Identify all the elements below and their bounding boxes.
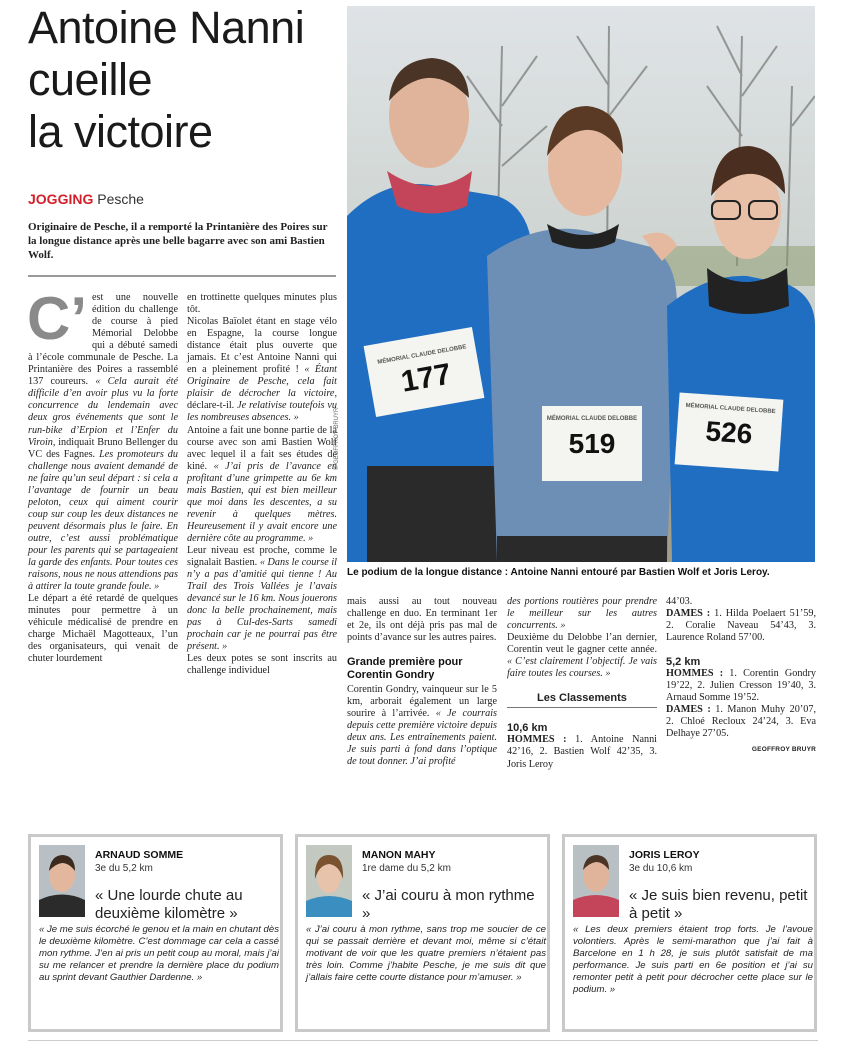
headline-line-1: Antoine Nanni xyxy=(28,2,305,53)
chapo: Originaire de Pesche, il a remporté la Printanière des Poires sur la longue distance après une belle bagarre avec son ami Bastien Wolf. xyxy=(28,221,328,261)
results-heading: Les Classements xyxy=(507,686,657,708)
interviewee-rank: 1re dame du 5,2 km xyxy=(362,863,451,874)
paragraph: indiquait Bruno Bellenger du VC des Fagnes. xyxy=(28,436,178,460)
author-signature: GEOFFROY BRUYR xyxy=(751,745,816,753)
rubric-place: Pesche xyxy=(97,191,144,207)
results-women-short: 1. Manon Muhy 20’07, 2. Chloé Recloux 24’24, 3. Eva Delhaye 27’05. xyxy=(666,704,816,740)
paragraph: Deuxième du Delobbe l’an dernier, Corentin veut le gagner cette année. xyxy=(507,632,657,656)
photo-caption: Le podium de la longue distance : Antoine Nanni entouré par Bastien Wolf et Joris Leroy. xyxy=(347,567,770,578)
paragraph: déclare-t-il. xyxy=(187,400,235,412)
paragraph: est une nouvelle édition du challenge de course à pied Mémorial Delobbe qui a débuté samedi à l’école communale de Pesche. La Printanière des Poires a rassemblé 137 coureurs. xyxy=(28,292,178,388)
article-column-1 xyxy=(27,285,179,665)
drop-cap: C’ xyxy=(27,285,87,352)
headline-line-3: la victoire xyxy=(28,106,213,157)
rubric-tag: JOGGING xyxy=(28,191,94,207)
interviewee-rank: 3e du 10,6 km xyxy=(629,863,693,874)
interview-text: « Je me suis écorché le genou et la main en chutant dès le deuxième kilomètre. C’est dommage car cela a cassé mon rythme. J’en ai pris un petit coup au moral, mais j’ai su me relancer et prendre la dernière place du podium au sprint devant Gauthier Dardenne. » xyxy=(39,924,279,983)
paragraph: Nicolas Baïolet étant en stage vélo en Espagne, la course longue distance était plus ouverte que jamais. Et c’est Antoine Nanni qui en a pleinement profité ! xyxy=(187,316,337,376)
quote: « Cela aurait été difficile d’en avoir plus vu la forte concurrence du lendemain avec deux gros événements que sont le run-bike d’Erpion et l’Enfer du Viroin, xyxy=(28,376,179,448)
paragraph: Leur niveau est proche, comme le signalait Bastien. xyxy=(187,544,337,569)
portrait-photo xyxy=(573,845,619,917)
results-category: HOMMES : xyxy=(666,668,724,680)
bottom-rule xyxy=(28,1040,818,1041)
paragraph: Antoine a fait une bonne partie de la course avec son ami Bastien Wolf avec lequel il a fait ses études de kiné. xyxy=(187,424,337,472)
results-men-long-continued: 44’03. xyxy=(666,596,693,607)
interviewee-name: ARNAUD SOMME xyxy=(95,849,184,861)
paragraph: en trottinette quelques minutes plus tôt. xyxy=(187,292,337,316)
bib-number: 526 xyxy=(704,415,754,450)
article-column-2 xyxy=(187,292,337,678)
results-women-long: 1. Hilda Poelaert 51’59, 2. Coralie Naveau 54’43, 3. Laurence Roland 57’00. xyxy=(666,608,816,644)
interviewee-name: JORIS LEROY xyxy=(629,849,700,861)
article-column-3 xyxy=(347,596,497,769)
results-distance-short: 5,2 km xyxy=(666,656,701,669)
quote: « Je courrais depuis cette première victoire depuis deux ans. Les entraînements paient. Je suis parti à fond dans l’optique de tout donner. J’ai profité xyxy=(347,708,498,768)
interviewee-name: MANON MAHY xyxy=(362,849,436,861)
bib-org-label: MÉMORIAL CLAUDE DELOBBE xyxy=(685,402,776,416)
article-column-5 xyxy=(666,596,816,756)
pull-quote: « Je suis bien revenu, petit à petit » xyxy=(629,887,808,922)
quote: « Dans le course il n’y a pas d’amitié qui tienne ! Au Trail des Trois Vallées je l’avais devancé sur le 16 km. Nous jouerons donc la belle prochainement, mais pas à Cul-des-Sarts samedi prochain car je ne pourrai pas être présent. » xyxy=(187,557,338,653)
pull-quote: « J’ai couru à mon rythme » xyxy=(362,887,535,922)
results-category: DAMES : xyxy=(666,704,711,716)
podium-photo xyxy=(347,6,815,562)
paragraph: Le départ a été retardé de quelques minutes pour permettre à un véhicule médicalisé de prendre en charge Michaël Magotteaux, l’un des organisateurs, qui venait de chuter lourdement xyxy=(28,593,178,665)
separator xyxy=(28,275,336,277)
paragraph: Corentin Gondry, vainqueur sur le 5 km, arborait également un large sourire à l’arrivée. xyxy=(347,684,497,720)
results-men-long: 1. Antoine Nanni 42’16, 2. Bastien Wolf 42’35, 3. Joris Leroy xyxy=(507,734,658,770)
bib-org-label: MÉMORIAL CLAUDE DELOBBE xyxy=(377,344,467,366)
quote: Je relativise toutefois vu les nombreuses absences. » xyxy=(187,400,338,424)
quote: des portions routières pour prendre le meilleur sur les autres concurrents. » xyxy=(507,596,657,632)
interview-text: « Les deux premiers étaient trop forts. Je l’avoue volontiers. Après le semi-marathon que j’ai fait à Barcelone en 1 h 28, je suis plutôt satisfait de ma performance. Je suis parti en 6e position et j’ai su remonter petit à petit pour décrocher cette place sur le podium. » xyxy=(573,924,813,995)
portrait-photo xyxy=(39,845,85,917)
results-category: DAMES : xyxy=(666,608,711,620)
portrait-photo xyxy=(306,845,352,917)
quote: Les promoteurs du challenge nous avaient demandé de ne faire qu’un seul départ : si cela a l’avantage de fournir un beau peloton, ceux qui aiment courir coup sur coup les deux distances ne peuvent désormais plus le faire. En outre, c’est aussi problématique pour les parents qui se partageaient la garde des enfants. Pour toutes ces raisons, nous ne nous attendions pas à attirer la toute grande foule. » xyxy=(28,448,178,593)
results-category: HOMMES : xyxy=(507,734,567,746)
interviewee-rank: 3e du 5,2 km xyxy=(95,863,153,874)
interview-box-manon-mahy xyxy=(295,834,550,1032)
paragraph: Les deux potes se sont inscrits au challenge individuel xyxy=(187,653,337,677)
photo-illustration xyxy=(347,6,815,562)
interview-text: « J’ai couru à mon rythme, sans trop me soucier de ce qui se passait derrière et devant moi, même si c’était motivant de voir que les quatre premiers n’étaient pas très loin. Comme j’habite Pesche, je me suis dit que j’allais faire cette courte distance pour m’amuser. » xyxy=(306,924,546,983)
results-men-short: 1. Corentin Gondry 19’22, 2. Julien Cresson 19’40, 3. Arnaud Somme 19’52. xyxy=(666,668,817,704)
interview-box-joris-leroy xyxy=(562,834,817,1032)
photo-credit: © GEOFFROY BRUYR xyxy=(334,407,340,470)
subheading: Grande première pour Corentin Gondry xyxy=(347,656,463,682)
interview-box-arnaud-somme xyxy=(28,834,283,1032)
quote: « C’est clairement l’objectif. Je vais faire toutes les courses. » xyxy=(507,656,657,680)
quote: « J’ai pris de l’avance en profitant d’une grimpette au 6e km mais Bastien, qui est bien meilleur que moi dans les descentes, a su revenir à quelques mètres. Heureusement il y avait encore une dernière côte au programme. » xyxy=(187,460,337,544)
pull-quote: « Une lourde chute au deuxième kilomètre » xyxy=(95,887,243,922)
headline xyxy=(28,2,346,158)
article-column-4 xyxy=(507,596,657,771)
quote: « Étant Originaire de Pesche, cela fait plaisir de décrocher la victoire, xyxy=(187,364,338,400)
headline-line-2: cueille xyxy=(28,54,153,105)
paragraph: mais aussi au tout nouveau challenge en duo. En terminant 1er et 2e, ils ont déjà pris pas mal de points d’avance sur les autres paires. xyxy=(347,596,497,644)
bib-number: 519 xyxy=(568,428,616,459)
results-distance-long: 10,6 km xyxy=(507,722,548,735)
bib-number: 177 xyxy=(398,357,454,399)
rubric xyxy=(28,191,144,207)
bib-org-label: MÉMORIAL CLAUDE DELOBBE xyxy=(546,416,638,422)
